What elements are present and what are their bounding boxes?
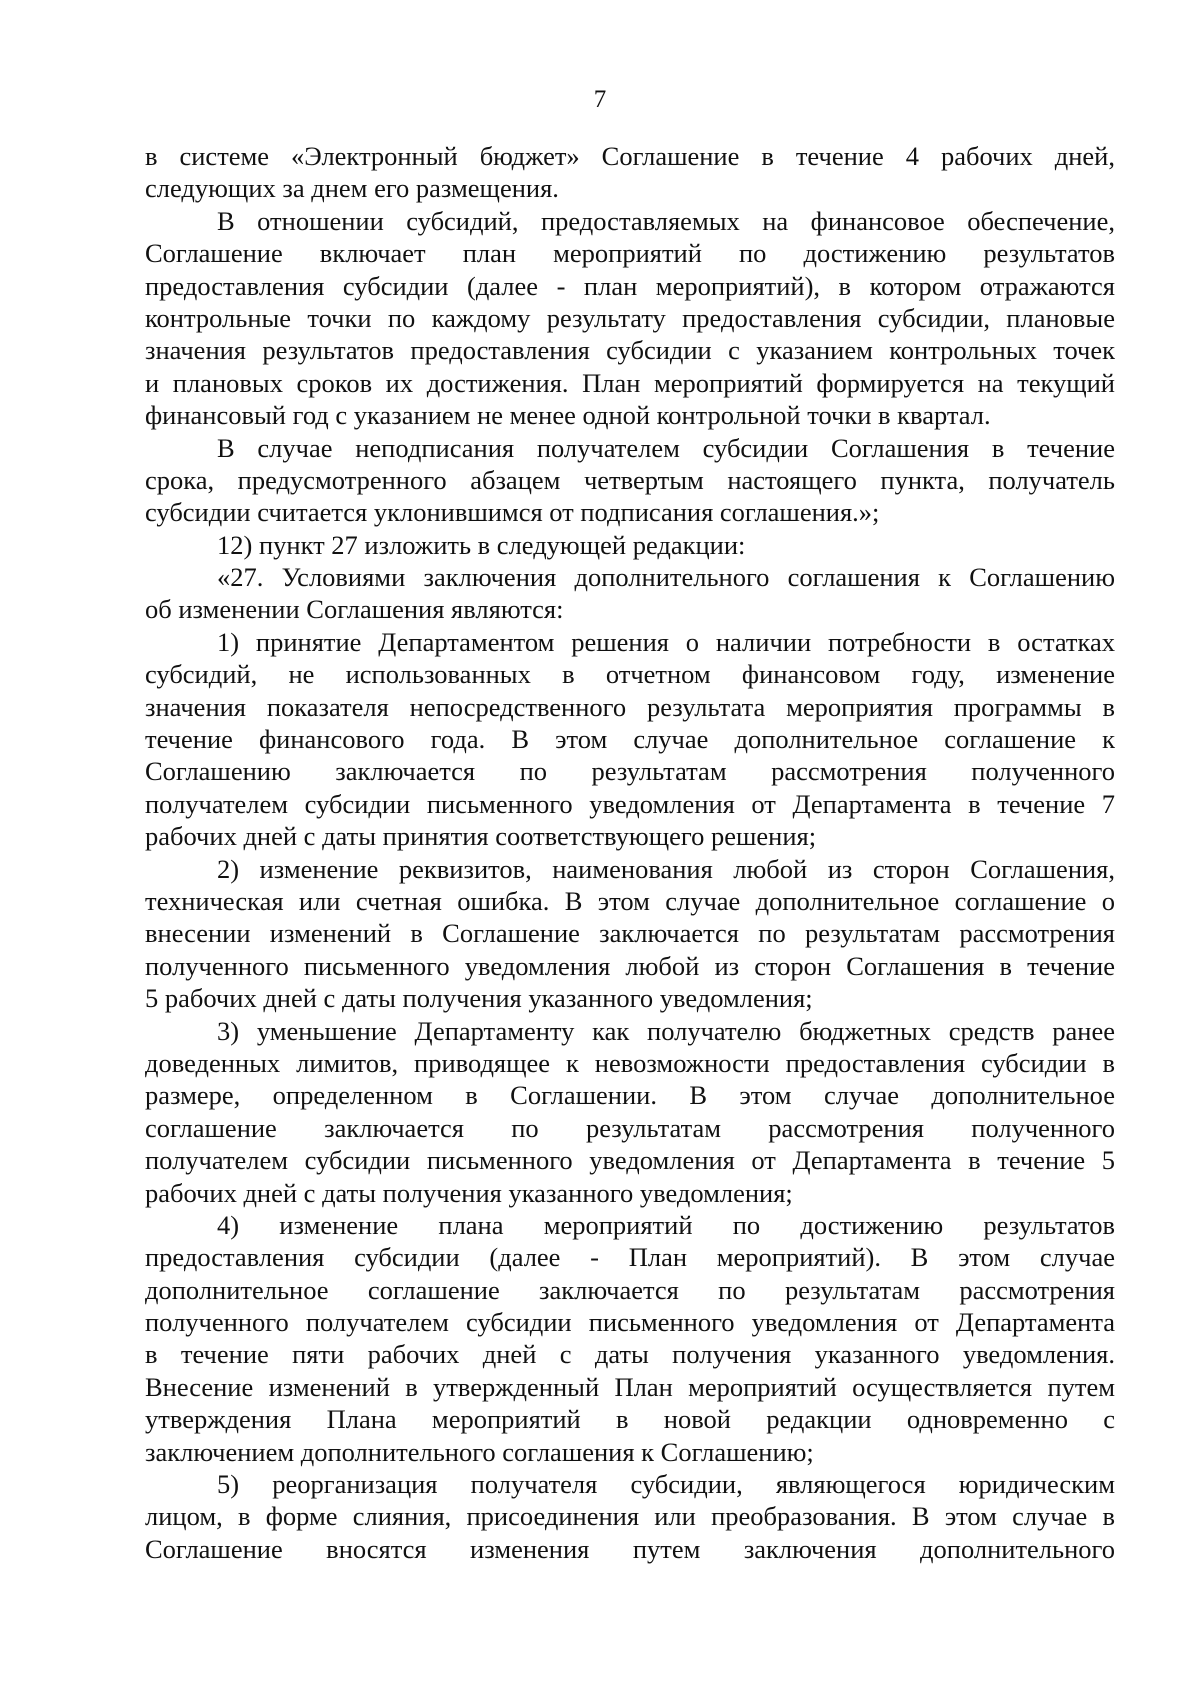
text-line: соглашение заключается по результатам рассмотрения полученного	[145, 1112, 1115, 1143]
text-line: внесении изменений в Соглашение заключается по результатам рассмотрения	[145, 918, 1115, 949]
text-line: заключением дополнительного соглашения к Соглашению;	[145, 1436, 814, 1467]
text-line: 5) реорганизация получателя субсидии, являющегося юридическим	[217, 1469, 1115, 1500]
text-line: в системе «Электронный бюджет» Соглашение в течение 4 рабочих дней,	[145, 141, 1115, 171]
text-line: предоставления субсидии (далее - План мероприятий). В этом случае	[145, 1242, 1115, 1273]
text-line: доведенных лимитов, приводящее к невозможности предоставления субсидии в	[145, 1047, 1115, 1078]
text-line: рабочих дней с даты получения указанного уведомления;	[145, 1177, 793, 1208]
text-line: «27. Условиями заключения дополнительного соглашения к Соглашению	[217, 562, 1115, 593]
text-line: 5 рабочих дней с даты получения указанного уведомления;	[145, 983, 813, 1014]
text-line: об изменении Соглашения являются:	[145, 594, 564, 625]
text-line: и плановых сроков их достижения. План мероприятий формируется на текущий	[145, 367, 1115, 398]
text-line: полученного получателем субсидии письменного уведомления от Департамента	[145, 1307, 1115, 1338]
text-line: Внесение изменений в утвержденный План мероприятий осуществляется путем	[145, 1371, 1115, 1402]
text-line: 1) принятие Департаментом решения о наличии потребности в остатках	[217, 626, 1115, 657]
text-line: контрольные точки по каждому результату предоставления субсидии, плановые	[145, 302, 1115, 333]
text-line: получателем субсидии письменного уведомления от Департамента в течение 5	[145, 1145, 1115, 1176]
text-line: значения результатов предоставления субсидии с указанием контрольных точек	[145, 335, 1115, 366]
text-line: финансовый год с указанием не менее одной контрольной точки в квартал.	[145, 400, 991, 431]
text-line: субсидий, не использованных в отчетном финансовом году, изменение	[145, 659, 1115, 690]
document-body	[145, 140, 1115, 1565]
text-line: субсидии считается уклонившимся от подписания соглашения.»;	[145, 497, 880, 528]
text-line: в течение пяти рабочих дней с даты получения указанного уведомления.	[145, 1339, 1115, 1370]
text-line: дополнительное соглашение заключается по результатам рассмотрения	[145, 1274, 1115, 1305]
text-line: лицом, в форме слияния, присоединения или преобразования. В этом случае в	[145, 1501, 1115, 1532]
text-line: В отношении субсидий, предоставляемых на финансовое обеспечение,	[217, 205, 1115, 236]
text-line: В случае неподписания получателем субсидии Соглашения в течение	[217, 432, 1115, 463]
text-line: Соглашение включает план мероприятий по достижению результатов	[145, 238, 1115, 269]
text-line: следующих за днем его размещения.	[145, 173, 559, 204]
text-line: утверждения Плана мероприятий в новой редакции одновременно с	[145, 1404, 1115, 1435]
text-line: значения показателя непосредственного результата мероприятия программы в	[145, 691, 1115, 722]
text-line: Соглашение вносятся изменения путем заключения дополнительного	[145, 1533, 1115, 1564]
text-line: размере, определенном в Соглашении. В этом случае дополнительное	[145, 1080, 1115, 1111]
text-line: 3) уменьшение Департаменту как получателю бюджетных средств ранее	[217, 1015, 1115, 1046]
text-line: полученного письменного уведомления любой из сторон Соглашения в течение	[145, 950, 1115, 981]
text-line: срока, предусмотренного абзацем четвертым настоящего пункта, получатель	[145, 464, 1115, 495]
text-line: 2) изменение реквизитов, наименования любой из сторон Соглашения,	[217, 853, 1115, 884]
text-line: предоставления субсидии (далее - план мероприятий), в котором отражаются	[145, 270, 1115, 301]
text-line: получателем субсидии письменного уведомления от Департамента в течение 7	[145, 788, 1115, 819]
text-line: 12) пункт 27 изложить в следующей редакции:	[217, 529, 746, 560]
text-line: 4) изменение плана мероприятий по достижению результатов	[217, 1209, 1115, 1240]
page-number: 7	[593, 86, 607, 113]
text-line: техническая или счетная ошибка. В этом случае дополнительное соглашение о	[145, 885, 1115, 916]
text-line: течение финансового года. В этом случае дополнительное соглашение к	[145, 724, 1115, 755]
text-line: рабочих дней с даты принятия соответствующего решения;	[145, 821, 817, 852]
text-line: Соглашению заключается по результатам рассмотрения полученного	[145, 756, 1115, 787]
